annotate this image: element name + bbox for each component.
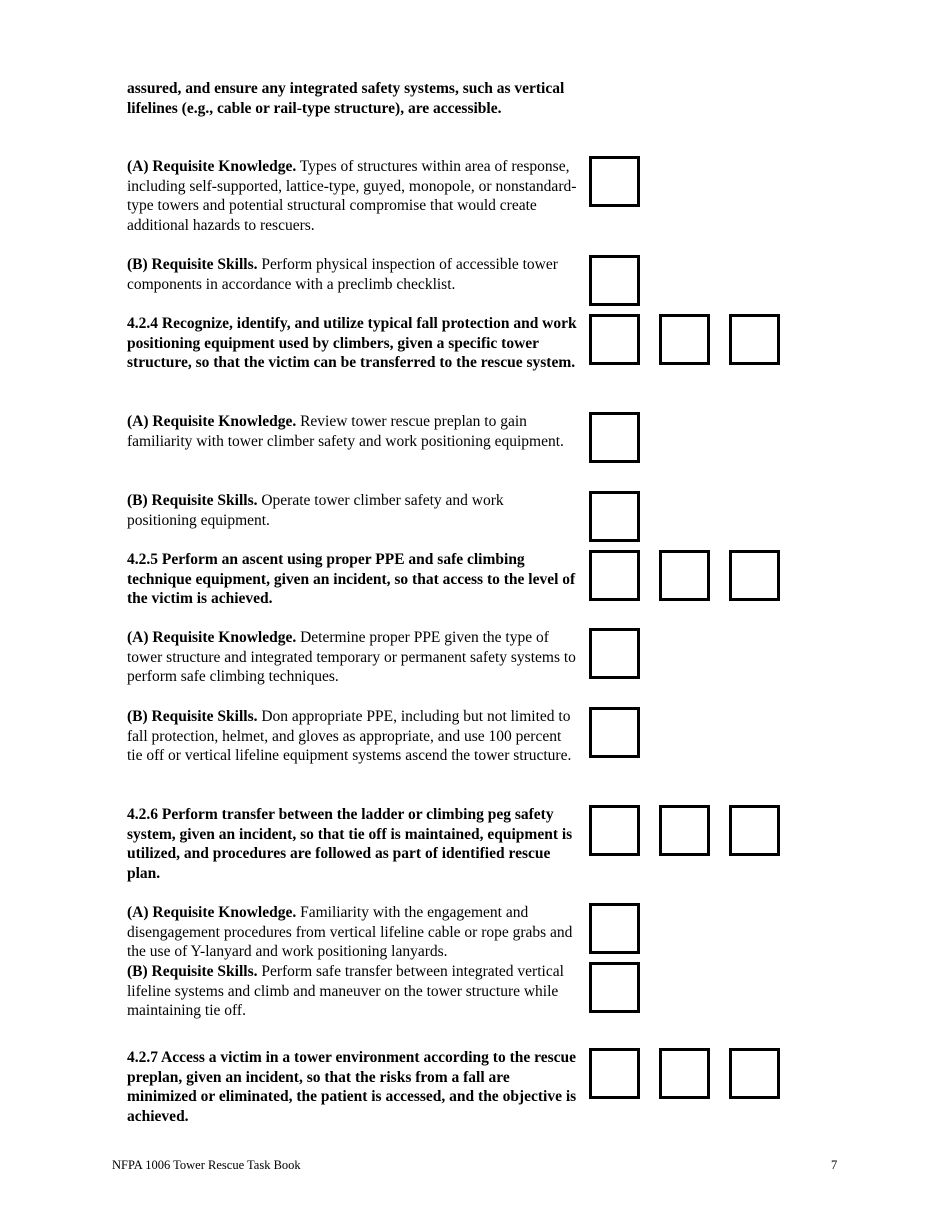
signoff-box[interactable] <box>589 156 640 207</box>
label: (B) Requisite Skills. <box>127 963 258 980</box>
signoff-box[interactable] <box>589 962 640 1013</box>
signoff-box[interactable] <box>729 314 780 365</box>
body: Operate tower climber safety and work positioning equipment. <box>127 492 504 529</box>
body: Review tower rescue preplan to gain familiarity with tower climber safety and work positioning equipment. <box>127 413 564 450</box>
signoff-box[interactable] <box>729 550 780 601</box>
page-number: 7 <box>831 1158 838 1172</box>
signoff-box[interactable] <box>729 1048 780 1099</box>
label: (B) Requisite Skills. <box>127 708 258 725</box>
signoff-box[interactable] <box>659 805 710 856</box>
label: (A) Requisite Knowledge. <box>127 158 297 175</box>
requisite-skills-4-2-3 <box>127 255 577 294</box>
signoff-box[interactable] <box>589 550 640 601</box>
label: (B) Requisite Skills. <box>127 492 258 509</box>
requisite-knowledge-4-2-5 <box>127 628 577 687</box>
requisite-skills-4-2-4 <box>127 491 577 530</box>
requisite-skills-4-2-6 <box>127 962 577 1021</box>
requisite-knowledge-4-2-4 <box>127 412 577 451</box>
signoff-box[interactable] <box>589 707 640 758</box>
jpr-4-2-5: 4.2.5 Perform an ascent using proper PPE and safe climbing technique equipment, given an incident, so that access to the level of the victim is achieved. <box>127 551 576 608</box>
body: Perform safe transfer between integrated vertical lifeline systems and climb and maneuver on the tower structure while maintaining tie off. <box>127 963 564 1020</box>
signoff-box[interactable] <box>659 550 710 601</box>
body: Determine proper PPE given the type of tower structure and integrated temporary or permanent safety systems to perform safe climbing techniques. <box>127 629 576 686</box>
body: Don appropriate PPE, including but not limited to fall protection, helmet, and gloves as appropriate, and use 100 percent tie off or vertical lifeline equipment systems ascend the tower structure. <box>127 708 572 765</box>
label: (B) Requisite Skills. <box>127 256 258 273</box>
requisite-knowledge-4-2-6 <box>127 903 577 962</box>
signoff-box[interactable] <box>659 1048 710 1099</box>
signoff-box[interactable] <box>589 412 640 463</box>
signoff-box[interactable] <box>729 805 780 856</box>
signoff-box[interactable] <box>589 805 640 856</box>
label: (A) Requisite Knowledge. <box>127 904 297 921</box>
signoff-box[interactable] <box>589 628 640 679</box>
label: (A) Requisite Knowledge. <box>127 413 297 430</box>
signoff-box[interactable] <box>589 314 640 365</box>
signoff-box[interactable] <box>589 491 640 542</box>
signoff-box[interactable] <box>589 903 640 954</box>
jpr-4-2-7: 4.2.7 Access a victim in a tower environment according to the rescue preplan, given an incident, so that the risks from a fall are minimized or eliminated, the patient is accessed, and the objective is achieved. <box>127 1049 577 1125</box>
label: (A) Requisite Knowledge. <box>127 629 297 646</box>
body: Familiarity with the engagement and disengagement procedures from vertical lifeline cable or rope grabs and the use of Y-lanyard and work positioning lanyards. <box>127 904 573 961</box>
jpr-4-2-6: 4.2.6 Perform transfer between the ladder or climbing peg safety system, given an incident, so that tie off is maintained, equipment is utilized, and procedures are followed as part of identified rescue plan. <box>127 806 573 882</box>
jpr-continuation-text: assured, and ensure any integrated safety systems, such as vertical lifelines (e.g., cable or rail-type structure), are accessible. <box>127 80 565 117</box>
requisite-knowledge-4-2-3 <box>127 157 577 235</box>
footer-title: NFPA 1006 Tower Rescue Task Book <box>112 1158 301 1172</box>
signoff-box[interactable] <box>589 1048 640 1099</box>
body: Types of structures within area of response, including self-supported, lattice-type, guyed, monopole, or nonstandard-type towers and potential structural compromise that would create additional hazards to rescuers. <box>127 158 577 234</box>
signoff-box[interactable] <box>659 314 710 365</box>
body: Perform physical inspection of accessible tower components in accordance with a preclimb checklist. <box>127 256 558 293</box>
signoff-box[interactable] <box>589 255 640 306</box>
jpr-4-2-4: 4.2.4 Recognize, identify, and utilize typical fall protection and work positioning equipment used by climbers, given a specific tower structure, so that the victim can be transferred to the rescue system. <box>127 315 577 372</box>
requisite-skills-4-2-5 <box>127 707 577 766</box>
